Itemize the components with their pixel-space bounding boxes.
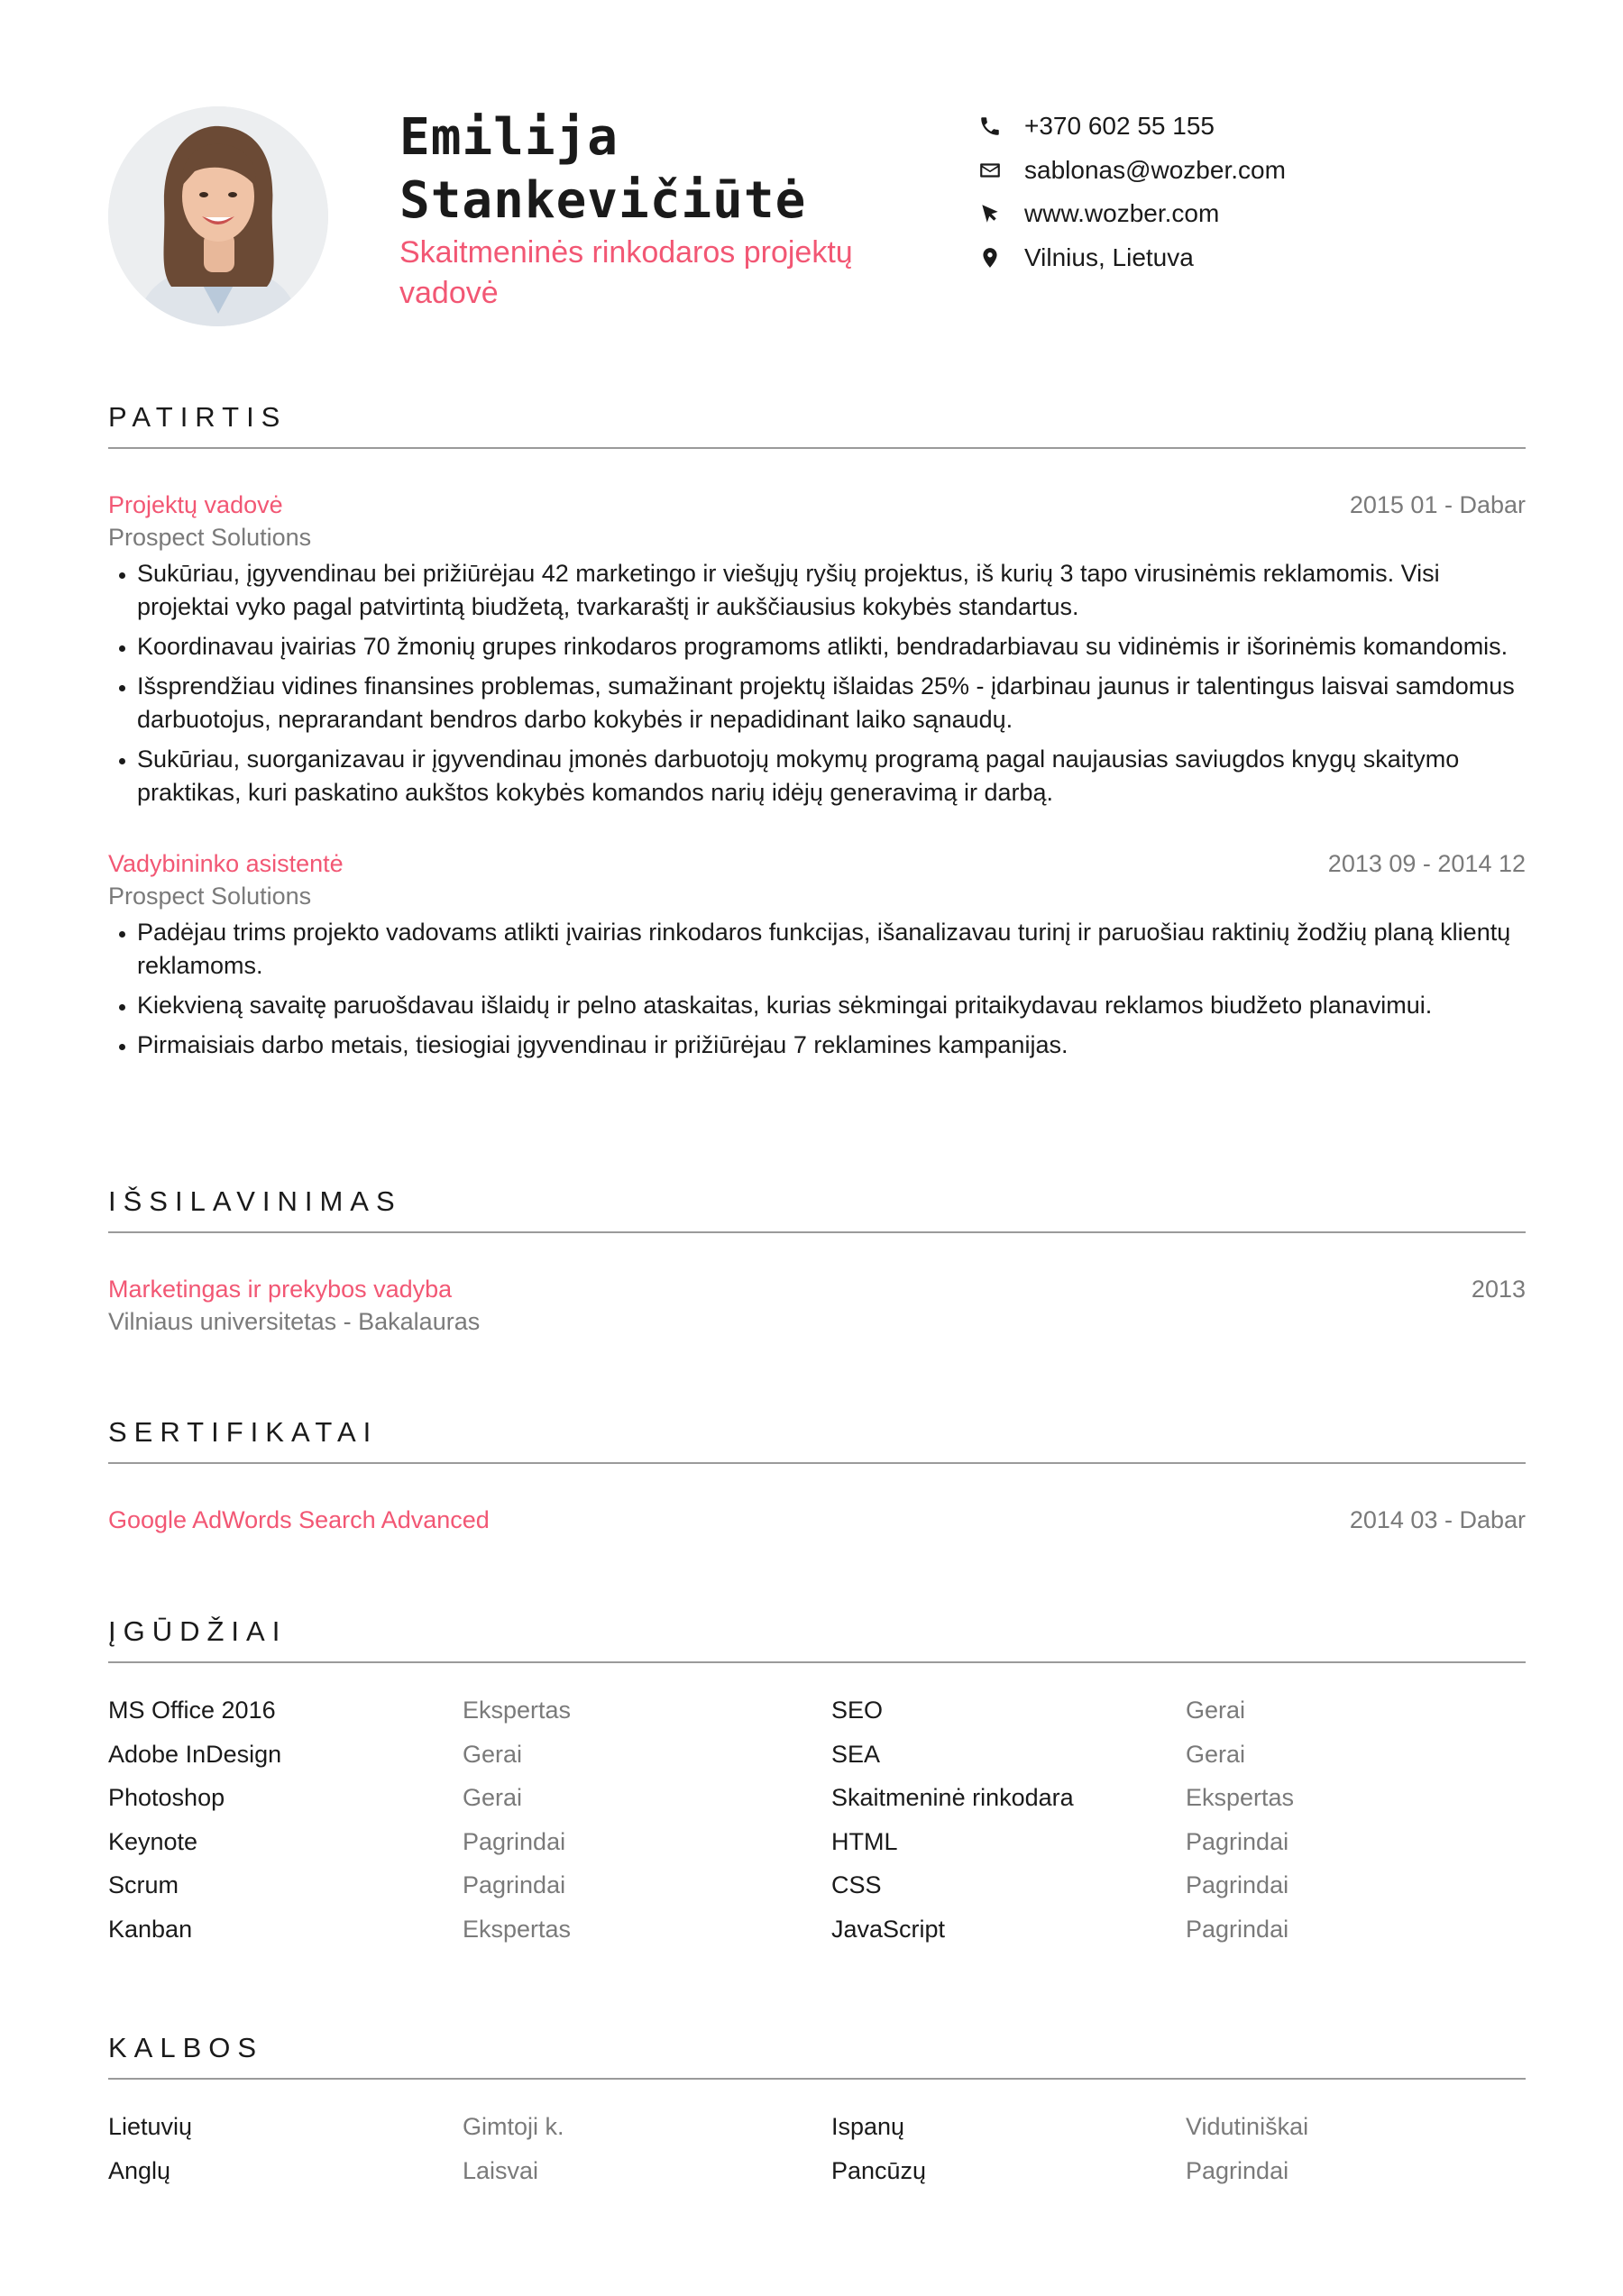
mail-icon [977,158,1003,183]
contact-email [977,149,1554,193]
language-name: Lietuvių [108,2113,193,2140]
skill-name: JavaScript [831,1915,946,1943]
bullet-item: • Sukūriau, įgyvendinau bei prižiūrėjau 42 marketingo ir viešųjų ryšių projektus, iš kurių 3 tapo virusinėmis reklamomis. Visi projektai vyko pagal patvirtintą biudžetą, tvarkaraštį ir aukščiausius kokybės standartus. [137,557,1526,624]
section-skills [108,1613,1526,1951]
skill-level: Ekspertas [463,1915,572,1943]
job-date: 2015 01 - Dabar [1349,491,1526,518]
section-title: IŠSILAVINIMAS [108,1185,402,1217]
section-education [108,1183,1526,1338]
skill-level: Gerai [1186,1697,1246,1724]
bullet-item: • Kiekvieną savaitę paruošdavau išlaidų ir pelno ataskaitas, kurias sėkmingai pritaikydavau reklamos biudžeto planavimui. [137,989,1526,1022]
section-divider [108,447,1526,449]
section-experience [108,398,1526,1068]
job-role: Projektų vadovė [108,491,283,518]
cursor-icon [977,201,1003,226]
language-name: Ispanų [831,2113,905,2140]
section-divider [108,2078,1526,2080]
language-name: Pancūzų [831,2156,927,2184]
skill-name: Photoshop [108,1784,225,1811]
job-company: Prospect Solutions [108,883,312,910]
job-company: Prospect Solutions [108,524,312,551]
contact-phone-text[interactable]: +370 602 55 155 [1024,112,1215,141]
section-certificates [108,1413,1526,1536]
section-title: ĮGŪDŽIAI [108,1615,288,1647]
section-title: KALBOS [108,2032,264,2063]
job-role: Vadybininko asistentė [108,850,344,877]
skill-level: Pagrindai [463,1871,566,1898]
skill-level: Gerai [463,1740,523,1768]
contact-email-text[interactable]: sablonas@wozber.com [1024,155,1286,184]
contact-website-text[interactable]: www.wozber.com [1024,199,1220,228]
job-bullets [108,557,1526,810]
job-title: Skaitmeninės rinkodaros projektų vadovė [399,235,853,310]
language-level: Vidutiniškai [1186,2113,1309,2140]
name-last: Stankevičiūtė [399,171,807,230]
skill-level: Ekspertas [1186,1784,1295,1811]
section-divider [108,1231,1526,1233]
skill-level: Ekspertas [463,1697,572,1724]
certificate-date: 2014 03 - Dabar [1349,1506,1526,1533]
experience-entry [108,847,1526,1062]
skill-name: HTML [831,1827,898,1855]
bullet-item: • Padėjau trims projekto vadovams atlikti įvairias rinkodaros funkcijas, išanalizavau turinį ir paruošiau raktinių žodžių planą klientų reklamoms. [137,916,1526,983]
skill-level: Pagrindai [1186,1871,1289,1898]
experience-entry [108,489,1526,810]
skill-name: Skaitmeninė rinkodara [831,1784,1074,1811]
profile-photo [108,106,328,326]
skill-level: Pagrindai [1186,1827,1289,1855]
language-level: Gimtoji k. [463,2113,564,2140]
job-date: 2013 09 - 2014 12 [1327,850,1526,877]
contact-location-text: Vilnius, Lietuva [1024,242,1194,271]
bullet-item: • Sukūriau, suorganizavau ir įgyvendinau įmonės darbuotojų mokymų programą pagal naujausias saviugdos knygų skaitymo praktikas, kuri paskatino aukštos kokybės komandos narių idėjų generavimą ir darbą. [137,743,1526,810]
skill-name: Keynote [108,1827,198,1855]
skills-grid [108,1688,1526,1951]
skill-name: Kanban [108,1915,193,1943]
skill-name: Adobe InDesign [108,1740,282,1768]
section-languages [108,2029,1526,2192]
education-entry [108,1273,1526,1338]
section-divider [108,1462,1526,1464]
contact-list [977,105,1554,279]
skill-name: SEO [831,1697,884,1724]
language-name: Anglų [108,2156,171,2184]
education-date: 2013 [1471,1276,1526,1303]
skill-name: Scrum [108,1871,179,1898]
education-degree: Marketingas ir prekybos vadyba [108,1276,453,1303]
section-divider [108,1661,1526,1663]
contact-website [977,192,1554,236]
certificate-entry [108,1504,1526,1536]
contact-phone [977,105,1554,149]
name-first: Emilija [399,108,619,167]
languages-grid [108,2105,1526,2192]
contact-location [977,236,1554,280]
skill-name: SEA [831,1740,881,1768]
certificate-name: Google AdWords Search Advanced [108,1506,490,1533]
candidate-name [399,106,904,233]
section-title: PATIRTIS [108,401,288,433]
bullet-item: • Koordinavau įvairias 70 žmonių grupes rinkodaros programoms atlikti, bendradarbiavau su vidinėmis ir išorinėmis komandomis. [137,630,1526,663]
language-level: Laisvai [463,2156,539,2184]
job-bullets [108,916,1526,1062]
bullet-item: • Pirmaisiais darbo metais, tiesiogiai įgyvendinau ir prižiūrėjau 7 reklamines kampanijas. [137,1029,1526,1062]
skill-level: Pagrindai [463,1827,566,1855]
section-title: SERTIFIKATAI [108,1416,379,1448]
skill-name: CSS [831,1871,882,1898]
education-school: Vilniaus universitetas - Bakalauras [108,1308,481,1335]
bullet-item: • Išsprendžiau vidines finansines problemas, sumažinant projektų išlaidas 25% - įdarbinau jaunus ir talentingus laisvai samdomus darbuotojus, neprarandant bendros darbo kokybės ir nepadidinant laiko sąnaudų. [137,670,1526,736]
skill-level: Gerai [463,1784,523,1811]
skill-level: Pagrindai [1186,1915,1289,1943]
language-level: Pagrindai [1186,2156,1289,2184]
phone-icon [977,114,1003,139]
skill-level: Gerai [1186,1740,1246,1768]
location-pin-icon [977,245,1003,270]
skill-name: MS Office 2016 [108,1697,276,1724]
